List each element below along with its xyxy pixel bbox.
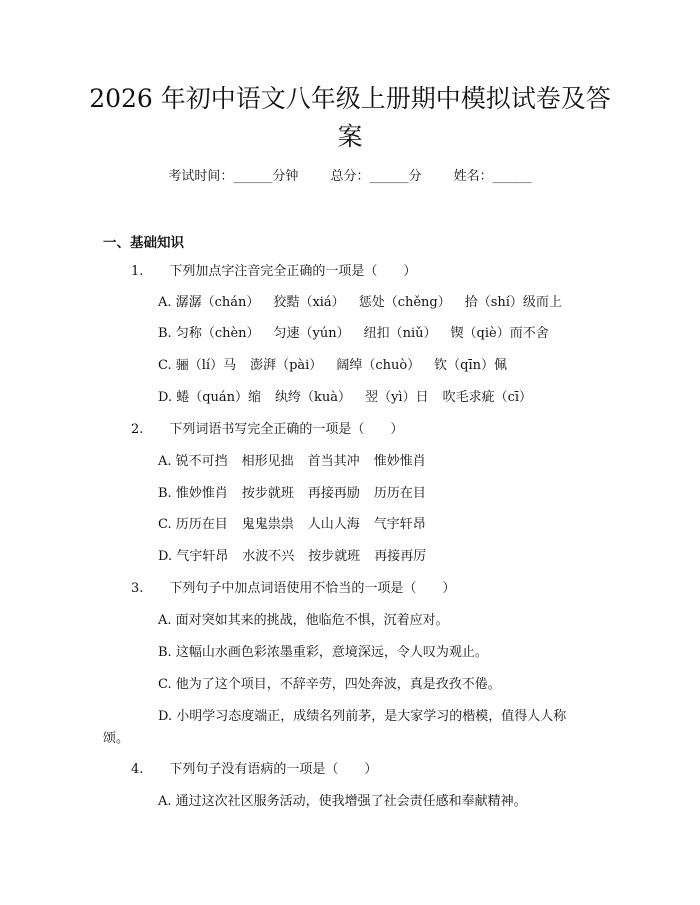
question-2-option-b: B. 惟妙惟肖 按步就班 再接再励 历历在目 [158,486,426,501]
exam-time-field: 考试时间：______分钟 [168,169,299,184]
question-3-option-d: D. 小明学习态度端正，成绩名列前茅，是大家学习的楷模，值得人人称 [158,709,567,724]
question-2-stem: 2. 下列词语书写完全正确的一项是（ ） [131,422,404,437]
question-4-stem: 4. 下列句子没有语病的一项是（ ） [131,762,378,777]
student-name-field: 姓名：______ [453,169,532,184]
question-2-option-c: C. 历历在目 鬼鬼祟祟 人山人海 气宇轩昂 [158,517,426,532]
question-1-option-b: B. 匀称（chèn） 匀速（yún） 纽扣（niǔ） 锲（qiè）而不舍 [158,326,549,341]
question-1-option-d: D. 蜷（quán）缩 纨绔（kuà） 翌（yì）日 吹毛求疵（cī） [158,390,533,405]
question-3-option-c: C. 他为了这个项目，不辞辛劳，四处奔波，真是孜孜不倦。 [158,677,501,692]
question-1-option-c: C. 骊（lí）马 澎湃（pài） 阔绰（chuò） 钦（qīn）佩 [158,358,508,373]
question-1-option-a: A. 潺潺（chán） 狡黠（xiá） 惩处（chěng） 拾（shí）级而上 [158,295,562,310]
question-3-option-a: A. 面对突如其来的挑战，他临危不惧，沉着应对。 [158,613,449,628]
exam-info-row [0,167,700,187]
page-title: 2026 年初中语文八年级上册期中模拟试卷及答案 [89,84,611,151]
question-1-stem: 1. 下列加点字注音完全正确的一项是（ ） [131,264,417,279]
total-score-field: 总分：______分 [330,169,422,184]
question-3-stem: 3. 下列句子中加点词语使用不恰当的一项是（ ） [131,581,456,596]
question-3-option-b: B. 这幅山水画色彩浓墨重彩，意境深远，令人叹为观止。 [158,645,488,660]
question-3-option-d-continued: 颂。 [103,731,130,746]
section-heading: 一、基础知识 [103,235,184,251]
question-2-option-a: A. 锐不可挡 相形见拙 首当其冲 惟妙惟肖 [158,454,426,469]
question-2-option-d: D. 气宇轩昂 水波不兴 按步就班 再接再厉 [158,549,427,564]
question-4-option-a: A. 通过这次社区服务活动，使我增强了社会责任感和奉献精神。 [158,794,527,809]
